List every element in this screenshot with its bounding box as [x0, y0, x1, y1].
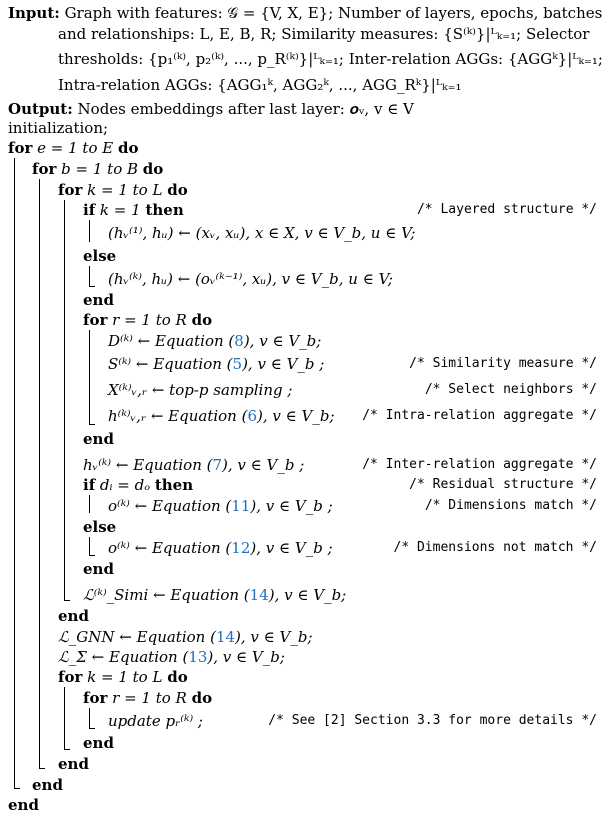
loop-range: r = 1 to R — [107, 311, 192, 329]
equation-ref-link[interactable]: 12 — [231, 539, 251, 557]
comment-notmatch: /* Dimensions not match */ — [393, 540, 597, 555]
output-label: Output: — [8, 100, 73, 118]
eq-pre: D⁽ᵏ⁾ ← Equation ( — [108, 332, 235, 350]
equation-ref-link[interactable]: 8 — [234, 332, 244, 350]
block-rule-if — [89, 220, 90, 242]
comment-inter: /* Inter-relation aggregate */ — [362, 457, 597, 472]
kw-do: do — [117, 139, 139, 157]
equation-ref-link[interactable]: 6 — [247, 407, 258, 425]
loop-range: k = 1 to L — [82, 668, 168, 686]
kw-for: for — [8, 139, 33, 157]
kw-if: if — [83, 201, 96, 219]
assign-first-layer: (hᵥ⁽¹⁾, hᵤ) ← (xᵥ, xᵤ), x ∈ X, v ∈ V_b, u ∈ V; — [108, 224, 416, 242]
input-line-1 — [8, 4, 602, 22]
equation-h-intra-line — [108, 407, 335, 425]
eq-pre: S⁽ᵏ⁾ ← Equation ( — [108, 355, 233, 373]
loop-range: r = 1 to R — [107, 689, 192, 707]
equation-ref-link[interactable]: 13 — [188, 648, 208, 666]
equation-d-line — [108, 332, 321, 350]
end-if-residual: end — [83, 560, 114, 578]
comment-similarity: /* Similarity measure */ — [409, 356, 597, 371]
for-epoch-line — [8, 139, 138, 157]
top-p-line: X⁽ᵏ⁾ᵥ,ᵣ ← top-p sampling ; — [108, 381, 293, 399]
equation-ref-link[interactable]: 5 — [232, 355, 243, 373]
end-for-relation: end — [83, 430, 114, 448]
end-for-layer-update: end — [58, 755, 89, 773]
condition: k = 1 — [95, 201, 146, 219]
kw-for: for — [83, 311, 108, 329]
else-line: else — [83, 247, 117, 265]
input-line-2: and relationships: L, E, B, R; Similarity measures: {S⁽ᵏ⁾}|ᴸₖ₌₁; Selector — [58, 25, 590, 43]
block-rule-epoch — [14, 158, 15, 788]
for-relation-update-line — [83, 689, 212, 707]
equation-h-inter-line — [83, 456, 304, 474]
block-rule-hook — [89, 424, 95, 425]
condition: dᵢ = dₒ — [95, 476, 155, 494]
kw-do: do — [191, 689, 213, 707]
end-for-epoch: end — [8, 796, 39, 814]
eq-post: ), v ∈ V_b; — [243, 332, 322, 350]
equation-ref-link[interactable]: 14 — [249, 586, 269, 604]
init-line: initialization; — [8, 119, 109, 137]
block-rule-hook — [14, 788, 20, 789]
equation-ref-link[interactable]: 11 — [231, 497, 251, 515]
input-line-4: Intra-relation AGGs: {AGG₁ᵏ, AGG₂ᵏ, ..., AGG_Rᵏ}|ᴸₖ₌₁ — [58, 76, 462, 94]
loop-range: e = 1 to E — [32, 139, 118, 157]
block-rule-relation-update — [89, 708, 90, 728]
kw-then: then — [145, 201, 184, 219]
eq-pre: ℒ⁽ᵏ⁾_Simi ← Equation ( — [83, 586, 250, 604]
eq-pre: h⁽ᵏ⁾ᵥ,ᵣ ← Equation ( — [108, 407, 248, 425]
if-first-layer-line — [83, 201, 184, 219]
equation-s-line — [108, 355, 324, 373]
block-rule-else — [89, 266, 90, 286]
if-residual-line — [83, 476, 193, 494]
kw-do: do — [167, 181, 188, 199]
loop-range: b = 1 to B — [56, 160, 143, 178]
output-text: Nodes embeddings after last layer: 𝒐ᵥ, v ∈ V — [77, 100, 414, 118]
input-text-1: Graph with features: 𝒢 = {V, X, E}; Number of layers, epochs, batches — [64, 4, 603, 22]
kw-do: do — [167, 668, 188, 686]
eq-pre: hᵥ⁽ᵏ⁾ ← Equation ( — [83, 456, 213, 474]
end-if-line: end — [83, 291, 114, 309]
assign-other-layer: (hᵥ⁽ᵏ⁾, hᵤ) ← (oᵥ⁽ᵏ⁻¹⁾, xᵤ), v ∈ V_b, u ∈ V; — [108, 270, 393, 288]
kw-do: do — [191, 311, 213, 329]
input-label: Input: — [8, 4, 60, 22]
block-rule-layer — [64, 200, 65, 600]
equation-ref-link[interactable]: 7 — [212, 456, 223, 474]
equation-o-notmatch-line — [108, 539, 333, 557]
kw-if: if — [83, 476, 96, 494]
eq-post: ), v ∈ V_b; — [235, 628, 313, 646]
comment-residual: /* Residual structure */ — [409, 477, 597, 492]
eq-post: ), v ∈ V_b ; — [250, 539, 333, 557]
equation-ref-link[interactable]: 14 — [215, 628, 236, 646]
kw-for: for — [58, 668, 83, 686]
block-rule-hook — [64, 600, 70, 601]
equation-l-sigma-line — [58, 648, 285, 666]
input-line-3: thresholds: {p₁⁽ᵏ⁾, p₂⁽ᵏ⁾, ..., p_R⁽ᵏ⁾}|ᴸₖ₌₁; Inter-relation AGGs: {AGGᵏ}|ᴸₖ₌₁; — [58, 50, 603, 68]
eq-post: ), v ∈ V_b; — [207, 648, 285, 666]
for-layer-line — [58, 181, 188, 199]
end-for-relation-update: end — [83, 734, 114, 752]
equation-o-match-line — [108, 497, 333, 515]
comment-see-ref: /* See [2] Section 3.3 for more details */ — [268, 713, 597, 728]
eq-post: ), v ∈ V_b ; — [250, 497, 333, 515]
eq-pre: ℒ_Σ ← Equation ( — [58, 648, 189, 666]
eq-post: ), v ∈ V_b ; — [222, 456, 305, 474]
end-for-layer: end — [58, 607, 89, 625]
block-rule-batch — [39, 179, 40, 768]
output-line — [8, 100, 414, 118]
block-rule-hook — [39, 768, 45, 769]
for-relation-line — [83, 311, 212, 329]
block-rule-relation — [89, 330, 90, 424]
eq-pre: o⁽ᵏ⁾ ← Equation ( — [108, 539, 232, 557]
comment-match: /* Dimensions match */ — [424, 498, 597, 513]
comment-intra: /* Intra-relation aggregate */ — [362, 408, 597, 423]
block-rule-hook — [64, 749, 70, 750]
end-for-batch: end — [32, 776, 63, 794]
update-p-line: update pᵣ⁽ᵏ⁾ ; — [108, 712, 203, 730]
eq-post: ), v ∈ V_b; — [268, 586, 347, 604]
eq-pre: o⁽ᵏ⁾ ← Equation ( — [108, 497, 232, 515]
block-rule-residual-if — [89, 495, 90, 513]
block-rule-hook — [89, 555, 95, 556]
kw-then: then — [154, 476, 194, 494]
else-line: else — [83, 518, 117, 536]
block-rule-residual-else — [89, 537, 90, 555]
block-rule-layer-update — [64, 687, 65, 749]
comment-layered: /* Layered structure */ — [416, 202, 597, 217]
eq-pre: ℒ_GNN ← Equation ( — [58, 628, 216, 646]
loop-range: k = 1 to L — [82, 181, 168, 199]
block-rule-hook — [89, 286, 95, 287]
equation-l-simi-line — [83, 586, 346, 604]
for-layer-update-line — [58, 668, 188, 686]
for-batch-line — [32, 160, 163, 178]
eq-post: ), v ∈ V_b ; — [242, 355, 325, 373]
kw-for: for — [83, 689, 108, 707]
equation-l-gnn-line — [58, 628, 313, 646]
eq-post: ), v ∈ V_b; — [257, 407, 335, 425]
comment-select: /* Select neighbors */ — [424, 382, 597, 397]
kw-for: for — [58, 181, 83, 199]
kw-do: do — [142, 160, 164, 178]
kw-for: for — [32, 160, 57, 178]
block-rule-hook — [89, 728, 95, 729]
